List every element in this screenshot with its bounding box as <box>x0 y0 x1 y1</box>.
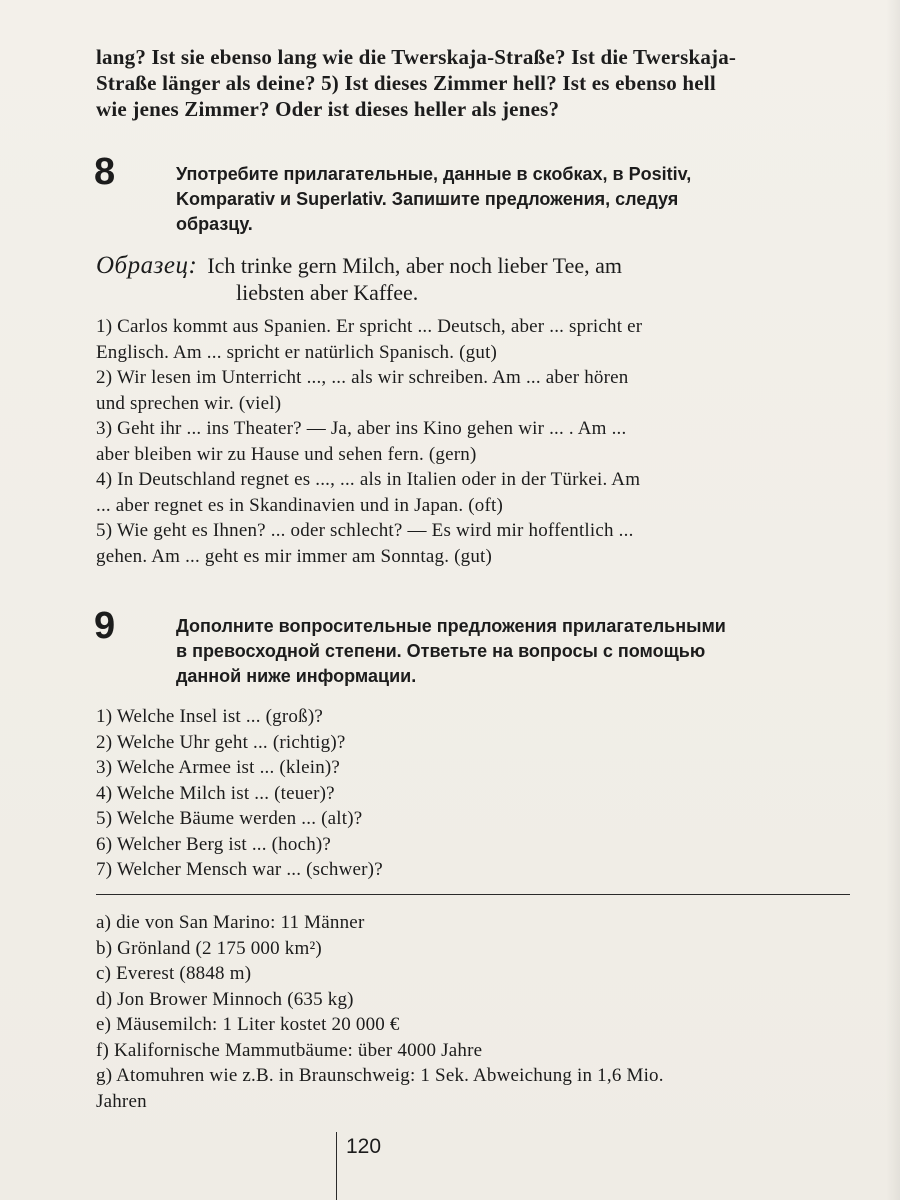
exercise-8-number: 8 <box>94 151 116 193</box>
page-edge-shadow <box>886 0 900 1200</box>
task-line: Употребите прилагательные, данные в скобках, в Positiv, <box>176 164 692 184</box>
section-divider <box>96 894 850 895</box>
item-line: Englisch. Am ... spricht er natürlich Spanisch. (gut) <box>96 341 498 363</box>
answer-line: Jahren <box>96 1090 147 1112</box>
task-line: в превосходной степени. Ответьте на вопросы с помощью <box>176 641 706 661</box>
answer-line: d) Jon Brower Minnoch (635 kg) <box>96 988 354 1010</box>
sample-block <box>96 252 846 306</box>
item-line: und sprechen wir. (viel) <box>96 392 282 414</box>
intro-line: Straße länger als deine? 5) Ist dieses Zimmer hell? Ist es ebenso hell <box>96 71 716 95</box>
item-line: 2) Wir lesen im Unterricht ..., ... als wir schreiben. Am ... aber hören <box>96 367 629 388</box>
answer-line: f) Kalifornische Mammutbäume: über 4000 Jahre <box>96 1039 483 1061</box>
question-line: 4) Welche Milch ist ... (teuer)? <box>96 782 335 804</box>
question-line: 3) Welche Armee ist ... (klein)? <box>96 757 341 778</box>
question-line: 2) Welche Uhr geht ... (richtig)? <box>96 731 346 753</box>
task-line: Дополните вопросительные предложения прилагательными <box>176 616 726 636</box>
exercise-9-answers <box>96 910 846 1114</box>
page-number: 120 <box>346 1135 382 1158</box>
question-line: 5) Welche Bäume werden ... (alt)? <box>96 808 363 829</box>
exercise-9-task <box>176 614 848 689</box>
answer-line: b) Grönland (2 175 000 km²) <box>96 937 322 959</box>
sample-line: Ich trinke gern Milch, aber noch lieber Tee, am <box>207 253 622 278</box>
answer-line: g) Atomuhren wie z.B. in Braunschweig: 1 Sek. Abweichung in 1,6 Mio. <box>96 1065 664 1086</box>
answer-line: e) Mäusemilch: 1 Liter kostet 20 000 € <box>96 1014 400 1035</box>
item-line: aber bleiben wir zu Hause und sehen fern. (gern) <box>96 443 477 465</box>
sample-label: Образец: <box>96 252 198 279</box>
exercise-9-number: 9 <box>94 605 116 647</box>
exercise-8-task <box>176 162 848 237</box>
answer-line: a) die von San Marino: 11 Männer <box>96 912 365 933</box>
item-line: 5) Wie geht es Ihnen? ... oder schlecht? — Es wird mir hoffentlich ... <box>96 520 634 541</box>
intro-line: lang? Ist sie ebenso lang wie die Twerskaja-Straße? Ist die Twerskaja- <box>96 45 737 69</box>
answer-line: c) Everest (8848 m) <box>96 963 252 984</box>
question-line: 6) Welcher Berg ist ... (hoch)? <box>96 833 332 855</box>
question-line: 1) Welche Insel ist ... (groß)? <box>96 706 323 727</box>
item-line: gehen. Am ... geht es mir immer am Sonntag. (gut) <box>96 545 493 567</box>
question-line: 7) Welcher Mensch war ... (schwer)? <box>96 859 383 880</box>
intro-text <box>96 44 844 122</box>
task-line: образцу. <box>176 214 253 234</box>
page-number-rule <box>336 1132 337 1200</box>
item-line: 1) Carlos kommt aus Spanien. Er spricht ... Deutsch, aber ... spricht er <box>96 316 643 337</box>
intro-line: wie jenes Zimmer? Oder ist dieses heller als jenes? <box>96 97 560 121</box>
exercise-9-questions <box>96 704 846 883</box>
item-line: ... aber regnet es in Skandinavien und in Japan. (oft) <box>96 494 504 516</box>
item-line: 4) In Deutschland regnet es ..., ... als in Italien oder in der Türkei. Am <box>96 469 641 490</box>
sample-line: liebsten aber Kaffee. <box>236 280 419 305</box>
task-line: данной ниже информации. <box>176 666 417 686</box>
item-line: 3) Geht ihr ... ins Theater? — Ja, aber ins Kino gehen wir ... . Am ... <box>96 418 627 439</box>
task-line: Komparativ и Superlativ. Запишите предложения, следуя <box>176 189 679 209</box>
exercise-8-items <box>96 314 846 569</box>
